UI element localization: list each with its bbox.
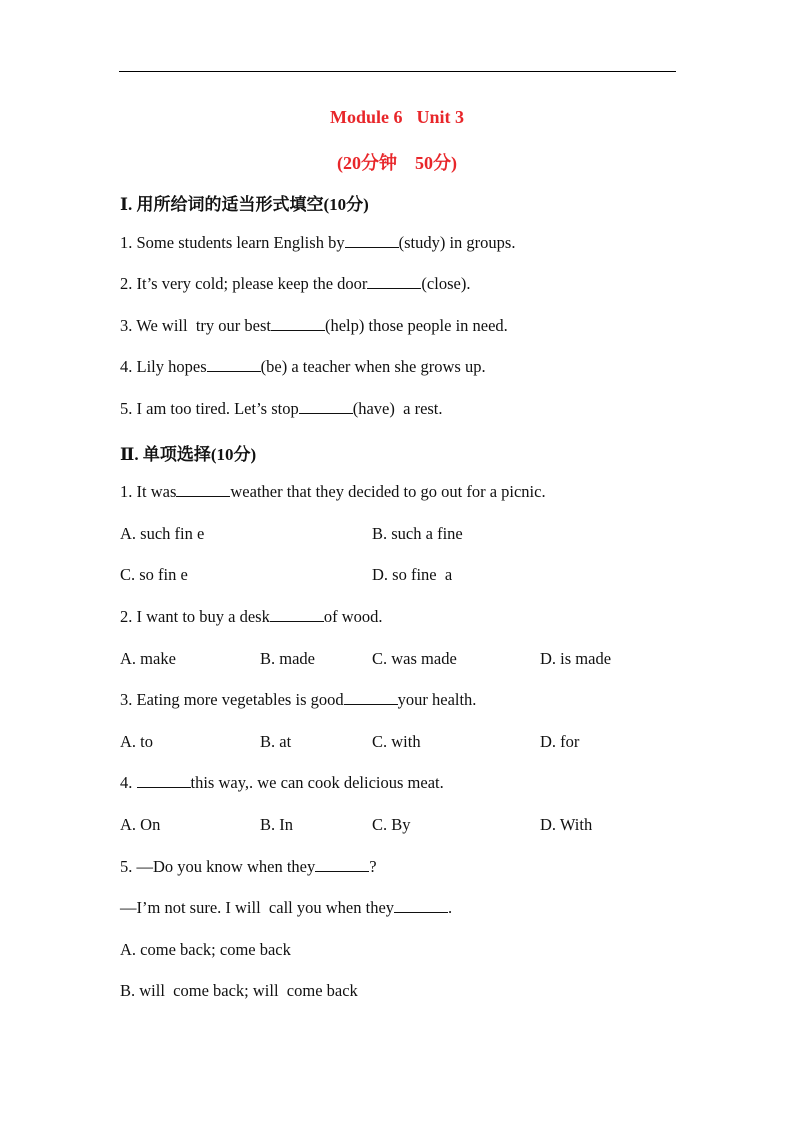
answer-blank[interactable] <box>207 357 261 372</box>
option-d[interactable]: D. With <box>540 815 593 834</box>
option-b[interactable]: B. In <box>260 815 293 834</box>
section-1-heading: Ⅰ. 用所给词的适当形式填空(10分) <box>120 195 369 214</box>
option-c[interactable]: C. with <box>372 732 421 751</box>
option-d[interactable]: D. is made <box>540 649 612 668</box>
question-line: 3. We will try our best (help) those people in need. <box>120 316 508 335</box>
mc-question-5: 5. —Do you know when they ? <box>120 857 377 876</box>
option-b[interactable]: B. such a fine <box>372 524 463 543</box>
mc-question-3: 3. Eating more vegetables is good your health. <box>120 690 477 709</box>
option-a[interactable]: A. make <box>120 649 176 668</box>
answer-blank[interactable] <box>344 690 398 705</box>
question-line: 1. Some students learn English by (study) in groups. <box>120 233 516 252</box>
page-title <box>0 107 794 128</box>
option-d[interactable]: D. for <box>540 732 580 751</box>
mc-question-4: 4. this way,. we can cook delicious meat. <box>120 773 444 792</box>
option-d[interactable]: D. so fine a <box>372 565 453 584</box>
option-b[interactable]: B. made <box>260 649 315 668</box>
question-line: 2. It’s very cold; please keep the door (close). <box>120 274 471 293</box>
answer-blank[interactable] <box>367 274 421 289</box>
page-subtitle: (20分钟 50分) <box>337 153 457 173</box>
answer-blank[interactable] <box>137 773 191 788</box>
answer-blank[interactable] <box>271 316 325 331</box>
title-unit: Unit 3 <box>416 107 465 127</box>
section-2-heading: Ⅱ. 单项选择(10分) <box>120 445 257 464</box>
mc-question-5-reply: —I’m not sure. I will call you when they . <box>120 898 453 917</box>
answer-blank[interactable] <box>394 898 448 913</box>
option-a[interactable]: A. to <box>120 732 153 751</box>
answer-blank[interactable] <box>299 399 353 414</box>
option-a[interactable]: A. come back; come back <box>120 940 291 959</box>
answer-blank[interactable] <box>315 857 369 872</box>
question-line: 5. I am too tired. Let’s stop (have) a rest. <box>120 399 443 418</box>
option-c[interactable]: C. was made <box>372 649 457 668</box>
option-a[interactable]: A. On <box>120 815 161 834</box>
answer-blank[interactable] <box>270 607 324 622</box>
answer-blank[interactable] <box>176 482 230 497</box>
question-line: 4. Lily hopes (be) a teacher when she grows up. <box>120 357 486 376</box>
header-rule <box>119 71 676 72</box>
mc-question-2: 2. I want to buy a desk of wood. <box>120 607 383 626</box>
answer-blank[interactable] <box>345 233 399 248</box>
title-module: Module 6 <box>329 107 403 127</box>
option-a[interactable]: A. such fin e <box>120 524 205 543</box>
option-c[interactable]: C. so fin e <box>120 565 188 584</box>
option-b[interactable]: B. at <box>260 732 292 751</box>
mc-question-1: 1. It was weather that they decided to go out for a picnic. <box>120 482 546 501</box>
option-b[interactable]: B. will come back; will come back <box>120 981 358 1000</box>
option-c[interactable]: C. By <box>372 815 411 834</box>
